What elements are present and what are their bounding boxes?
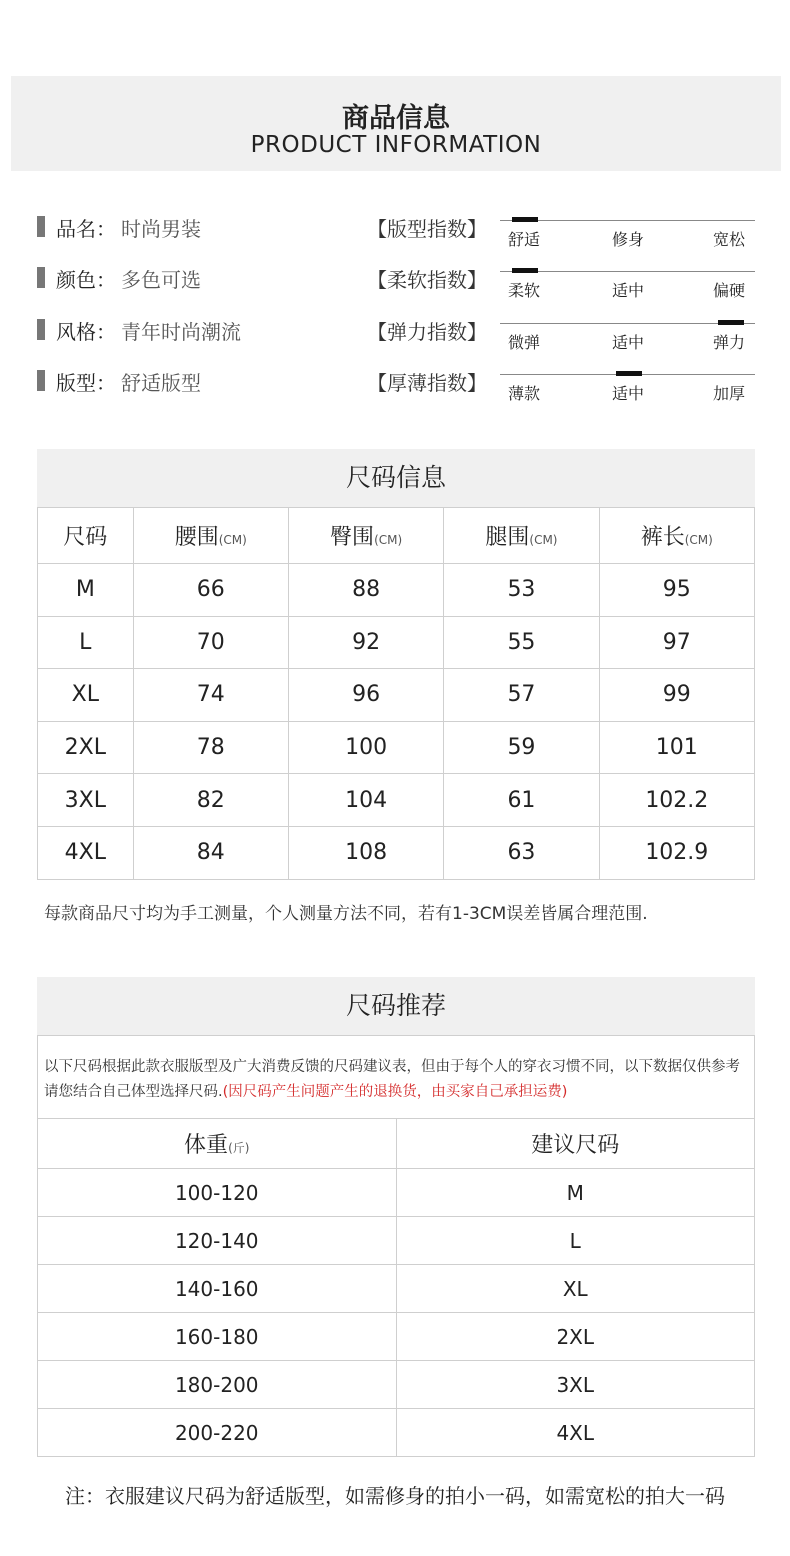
index-option: 微弹 <box>508 333 541 352</box>
table-cell: M <box>396 1169 755 1217</box>
table-cell: 74 <box>133 669 288 722</box>
table-cell: 95 <box>599 564 754 617</box>
column-name: 臀围 <box>330 525 375 550</box>
size-info-title: 尺码信息 <box>37 449 755 507</box>
header-band <box>11 76 781 171</box>
info-value: 舒适版型 <box>121 371 201 395</box>
table-cell: 102.2 <box>599 774 754 827</box>
index-scale-marker <box>512 268 538 273</box>
index-option: 舒适 <box>508 230 541 249</box>
column-unit: (CM) <box>684 533 713 547</box>
table-cell: XL <box>38 669 134 722</box>
column-unit: (CM) <box>529 533 558 547</box>
table-cell: L <box>396 1217 755 1265</box>
column-unit: (CM) <box>218 533 247 547</box>
table-row <box>38 669 755 722</box>
fit-note: 注：衣服建议尺码为舒适版型，如需修身的拍小一码，如需宽松的拍大一码 <box>65 1484 725 1508</box>
index-option: 修身 <box>612 230 645 249</box>
table-cell: 200-220 <box>38 1409 397 1457</box>
column-name: 腰围 <box>174 525 219 550</box>
index-option: 偏硬 <box>713 281 746 300</box>
recommend-intro <box>37 1035 755 1118</box>
info-row <box>37 367 757 403</box>
size-column-header <box>38 508 134 564</box>
info-value: 时尚男装 <box>121 217 201 241</box>
table-cell: 70 <box>133 616 288 669</box>
index-scale-marker <box>512 217 538 222</box>
size-table-header <box>38 508 755 564</box>
table-cell: 4XL <box>396 1409 755 1457</box>
table-cell: 2XL <box>38 721 134 774</box>
size-column-header <box>444 508 599 564</box>
info-label: 品名： <box>56 217 116 241</box>
index-label: 【柔软指数】 <box>367 268 487 292</box>
table-cell: 4XL <box>38 826 134 879</box>
index-scale-line <box>500 220 755 221</box>
table-cell: 57 <box>444 669 599 722</box>
recommend-warning: (因尺码产生问题产生的退换货，由买家自己承担运费) <box>222 1084 568 1100</box>
index-option: 宽松 <box>713 230 746 249</box>
recommend-column-header <box>38 1119 397 1169</box>
index-label: 【弹力指数】 <box>367 320 487 344</box>
table-cell: 3XL <box>38 774 134 827</box>
table-cell: 102.9 <box>599 826 754 879</box>
table-cell: 3XL <box>396 1361 755 1409</box>
index-label: 【版型指数】 <box>367 217 487 241</box>
info-label: 风格： <box>56 320 116 344</box>
recommend-table-header <box>38 1119 755 1169</box>
index-option: 适中 <box>612 333 645 352</box>
table-row <box>38 564 755 617</box>
size-column-header <box>133 508 288 564</box>
table-cell: L <box>38 616 134 669</box>
table-cell: 140-160 <box>38 1265 397 1313</box>
table-cell: 120-140 <box>38 1217 397 1265</box>
table-cell: 96 <box>288 669 443 722</box>
row-marker <box>37 370 45 391</box>
table-cell: 104 <box>288 774 443 827</box>
table-row <box>38 721 755 774</box>
index-option: 适中 <box>612 281 645 300</box>
info-label: 版型： <box>56 371 116 395</box>
table-row <box>38 1361 755 1409</box>
row-marker <box>37 319 45 340</box>
table-row <box>38 1313 755 1361</box>
table-cell: 59 <box>444 721 599 774</box>
index-scale-line <box>500 271 755 272</box>
table-cell: 100 <box>288 721 443 774</box>
info-row <box>37 213 757 249</box>
table-cell: 55 <box>444 616 599 669</box>
table-cell: 160-180 <box>38 1313 397 1361</box>
info-value: 青年时尚潮流 <box>121 320 241 344</box>
recommend-column-header <box>396 1119 755 1169</box>
measurement-note: 每款商品尺寸均为手工测量，个人测量方法不同，若有1-3CM误差皆属合理范围. <box>44 904 648 924</box>
table-cell: XL <box>396 1265 755 1313</box>
column-name: 体重 <box>184 1133 229 1158</box>
column-name: 腿围 <box>485 525 530 550</box>
row-marker <box>37 267 45 288</box>
table-row <box>38 826 755 879</box>
page-title: 商品信息 <box>342 103 450 134</box>
table-cell: M <box>38 564 134 617</box>
index-option: 薄款 <box>508 384 541 403</box>
table-cell: 78 <box>133 721 288 774</box>
info-row <box>37 264 757 300</box>
table-cell: 61 <box>444 774 599 827</box>
table-cell: 180-200 <box>38 1361 397 1409</box>
index-option: 适中 <box>612 384 645 403</box>
table-cell: 88 <box>288 564 443 617</box>
table-cell: 53 <box>444 564 599 617</box>
table-row <box>38 616 755 669</box>
column-name: 尺码 <box>63 525 108 550</box>
index-scale-line <box>500 323 755 324</box>
table-cell: 2XL <box>396 1313 755 1361</box>
index-scale-marker <box>718 320 744 325</box>
table-row <box>38 774 755 827</box>
table-cell: 92 <box>288 616 443 669</box>
index-option: 弹力 <box>713 333 746 352</box>
info-label: 颜色： <box>56 268 116 292</box>
table-row <box>38 1169 755 1217</box>
index-option: 柔软 <box>508 281 541 300</box>
table-cell: 97 <box>599 616 754 669</box>
row-marker <box>37 216 45 237</box>
page-subtitle: PRODUCT INFORMATION <box>250 132 542 158</box>
index-option: 加厚 <box>713 384 746 403</box>
table-row <box>38 1265 755 1313</box>
table-cell: 82 <box>133 774 288 827</box>
table-cell: 100-120 <box>38 1169 397 1217</box>
size-table <box>37 507 755 880</box>
size-recommend-title: 尺码推荐 <box>37 977 755 1035</box>
index-label: 【厚薄指数】 <box>367 371 487 395</box>
table-cell: 101 <box>599 721 754 774</box>
recommend-intro-text: 以下尺码根据此款衣服版型及广大消费反馈的尺码建议表，但由于每个人的穿衣习惯不同，以下数据仅供参考请您结合自己体型选择尺码. <box>44 1059 740 1100</box>
size-column-header <box>599 508 754 564</box>
column-unit: (CM) <box>374 533 403 547</box>
info-row <box>37 316 757 352</box>
index-scale-marker <box>616 371 642 376</box>
table-cell: 66 <box>133 564 288 617</box>
column-name: 裤长 <box>640 525 685 550</box>
size-column-header <box>288 508 443 564</box>
column-unit: (斤) <box>228 1141 250 1155</box>
table-cell: 108 <box>288 826 443 879</box>
table-cell: 84 <box>133 826 288 879</box>
table-row <box>38 1217 755 1265</box>
table-row <box>38 1409 755 1457</box>
table-cell: 63 <box>444 826 599 879</box>
table-cell: 99 <box>599 669 754 722</box>
recommend-table <box>37 1118 755 1457</box>
info-value: 多色可选 <box>121 268 201 292</box>
column-name: 建议尺码 <box>531 1133 620 1158</box>
